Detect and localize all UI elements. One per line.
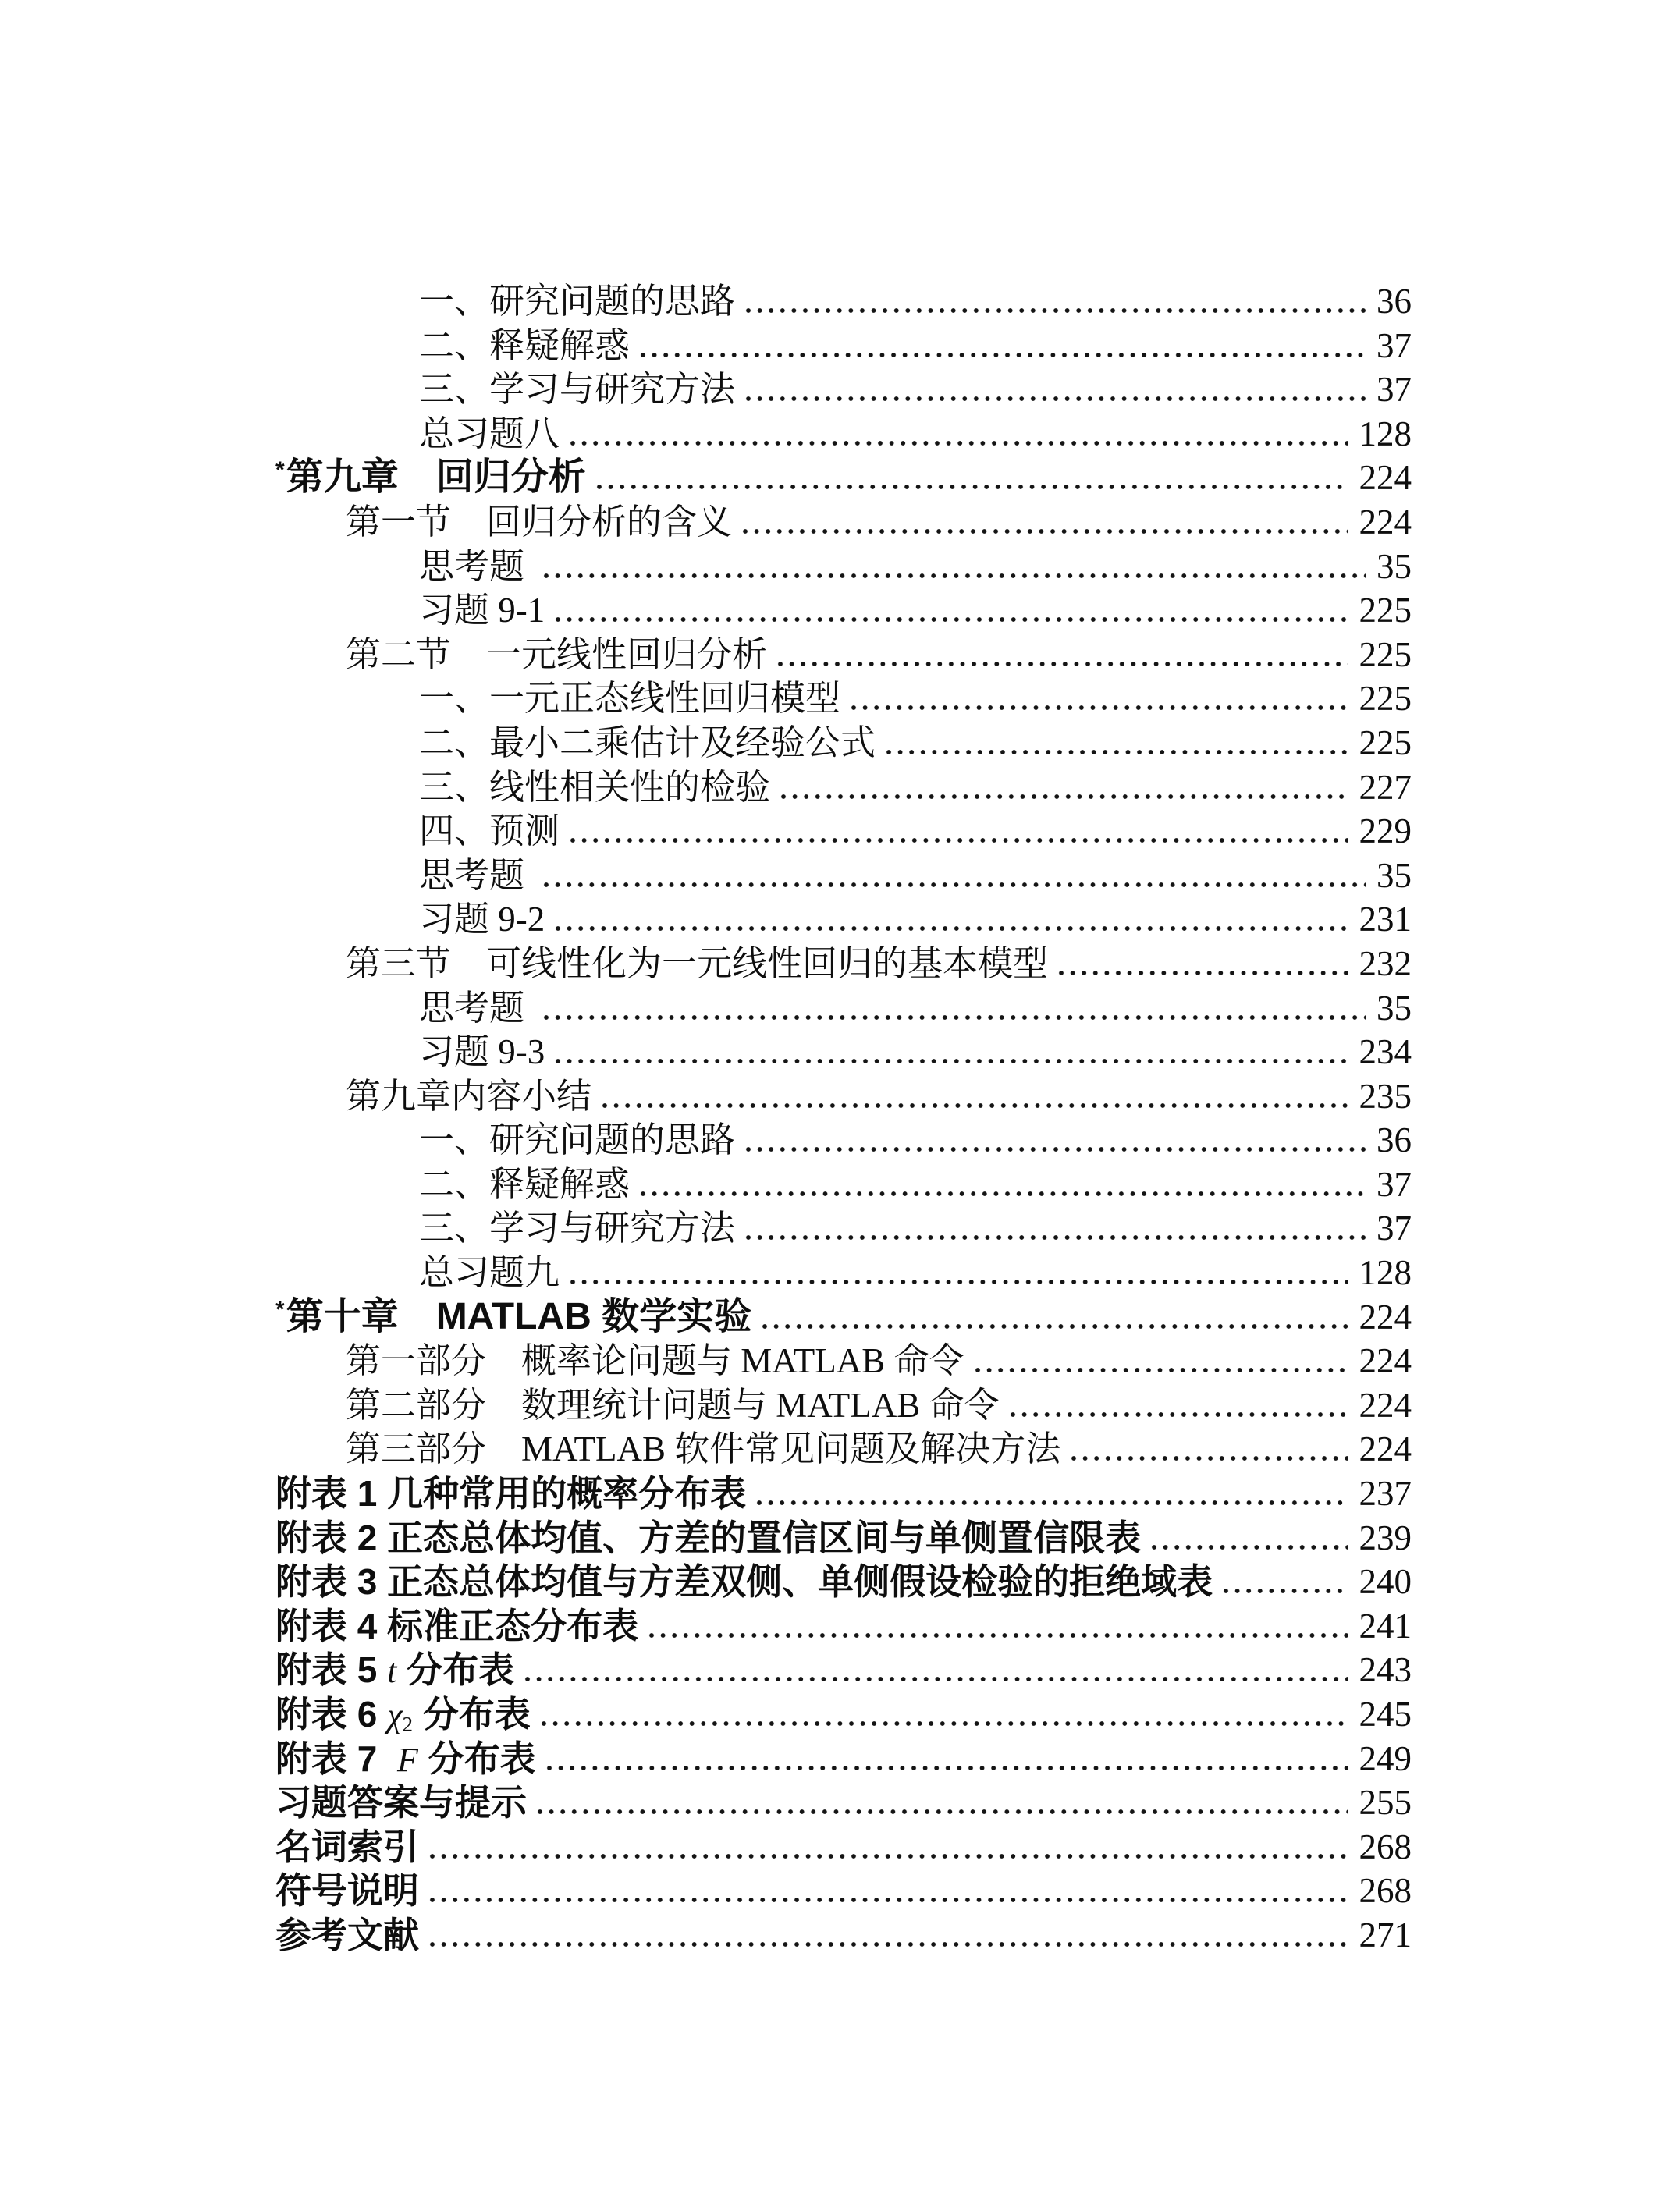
- toc-entry-label: 第三部分 MATLAB 软件常见问题及解决方法: [346, 1429, 1061, 1469]
- toc-entry-label: [275, 1737, 536, 1781]
- toc-entry: [275, 986, 1412, 1031]
- toc-entry: [275, 1030, 1412, 1074]
- toc-entry-page-number: 245: [1359, 1695, 1412, 1734]
- toc-entry: [275, 721, 1412, 765]
- toc-entry: [275, 1648, 1412, 1692]
- toc-entry-label-part: 附表 7: [275, 1738, 397, 1779]
- dot-leader: [552, 1030, 1348, 1074]
- dot-leader: [743, 1206, 1366, 1251]
- dot-leader: [552, 897, 1348, 942]
- dot-leader: [552, 588, 1348, 633]
- dot-leader: [972, 1339, 1348, 1383]
- toc-entry-page-number: 231: [1359, 900, 1412, 939]
- toc-entry-page-number: 237: [1359, 1474, 1412, 1514]
- chapter-star-marker: *: [275, 1296, 285, 1323]
- toc-entry-label: 思考题: [419, 855, 534, 895]
- toc-entry-page-number: 243: [1359, 1650, 1412, 1690]
- dot-leader: [743, 1118, 1366, 1163]
- dot-leader: [775, 633, 1348, 677]
- toc-entry: [275, 1825, 1412, 1869]
- toc-entry-label: 习题 9-2: [419, 900, 545, 939]
- dot-leader: [541, 986, 1366, 1031]
- toc-entry-page-number: 224: [1359, 1297, 1412, 1337]
- toc-entry: [275, 1206, 1412, 1251]
- toc-entry-label: 总习题九: [419, 1253, 560, 1293]
- toc-entry-page-number: 224: [1359, 502, 1412, 541]
- toc-entry-page-number: 224: [1359, 1429, 1412, 1469]
- toc-entry-label: 三、线性相关性的检验: [419, 767, 771, 807]
- toc-entry-label: 附表 4 标准正态分布表: [275, 1605, 639, 1646]
- dot-leader: [541, 854, 1366, 898]
- toc-entry-label: 习题 9-1: [419, 591, 545, 630]
- chapter-star-marker: *: [275, 457, 285, 484]
- toc-entry-label: 四、预测: [419, 811, 560, 851]
- dot-leader: [646, 1604, 1348, 1649]
- toc-entry-page-number: 224: [1359, 458, 1412, 498]
- dot-leader: [1220, 1560, 1348, 1604]
- toc-entry-page-number: 128: [1359, 414, 1412, 453]
- toc-entry-label: 附表 1 几种常用的概率分布表: [275, 1473, 747, 1514]
- dot-leader: [1149, 1516, 1348, 1560]
- toc-entry: [275, 1604, 1412, 1649]
- toc-entry-page-number: 225: [1359, 591, 1412, 630]
- toc-entry-page-number: 271: [1359, 1915, 1412, 1955]
- toc-entry-label-part: 分布表: [417, 1738, 536, 1779]
- toc-entry-label: 参考文献: [275, 1914, 419, 1955]
- toc-entry-label: 第二节 一元线性回归分析: [346, 634, 768, 674]
- toc-entry: [275, 1560, 1412, 1604]
- toc-entry: [275, 279, 1412, 324]
- toc-entry-label-part: 分布表: [396, 1649, 515, 1691]
- toc-entry: [275, 676, 1412, 721]
- toc-entry: [275, 1427, 1412, 1472]
- toc-entry-label: 二、释疑解惑: [419, 325, 631, 365]
- toc-entry-page-number: 225: [1359, 723, 1412, 762]
- toc-entry-page-number: 224: [1359, 1385, 1412, 1425]
- toc-entry-page-number: 36: [1377, 1120, 1412, 1160]
- toc-entry-page-number: 35: [1377, 855, 1412, 895]
- toc-entry: [275, 500, 1412, 545]
- toc-entry-page-number: 224: [1359, 1341, 1412, 1381]
- toc-entry-page-number: 239: [1359, 1518, 1412, 1557]
- dot-leader: [522, 1648, 1348, 1692]
- toc-entry: [275, 367, 1412, 412]
- dot-leader: [535, 1781, 1348, 1825]
- toc-entry-label: 一、一元正态线性回归模型: [419, 679, 841, 719]
- dot-leader: [1068, 1427, 1348, 1472]
- toc-entry-label: 第九章 回归分析: [286, 456, 586, 499]
- toc-entry-label: 一、研究问题的思路: [419, 282, 736, 321]
- toc-entry: [275, 1339, 1412, 1383]
- dot-leader: [778, 765, 1348, 810]
- toc-entry-page-number: 232: [1359, 943, 1412, 983]
- dot-leader: [743, 279, 1366, 324]
- toc-entry: [275, 1781, 1412, 1825]
- toc-entry: [275, 324, 1412, 368]
- toc-entry: [275, 545, 1412, 589]
- math-symbol: t: [387, 1652, 397, 1691]
- dot-leader: [567, 809, 1348, 854]
- toc-entry: [275, 809, 1412, 854]
- toc-entry: [275, 942, 1412, 986]
- dot-leader: [594, 456, 1348, 500]
- toc-entry: [275, 1516, 1412, 1560]
- toc-entry: [275, 765, 1412, 810]
- math-superscript: 2: [402, 1713, 414, 1736]
- toc-entry-label-part: 附表 6: [275, 1694, 388, 1734]
- toc-entry-page-number: 227: [1359, 767, 1412, 807]
- dot-leader: [1007, 1383, 1348, 1428]
- dot-leader: [759, 1295, 1348, 1340]
- toc-entry: [275, 412, 1412, 456]
- dot-leader: [567, 412, 1348, 456]
- toc-entry: [275, 1692, 1412, 1737]
- toc-entry-page-number: 225: [1359, 679, 1412, 719]
- toc-entry: [275, 1163, 1412, 1207]
- toc-entry: [275, 1472, 1412, 1516]
- toc-entry-label: 总习题八: [419, 414, 560, 453]
- toc-entry-page-number: 249: [1359, 1738, 1412, 1778]
- toc-entry: [275, 897, 1412, 942]
- toc-entry-page-number: 255: [1359, 1783, 1412, 1823]
- toc-entry-page-number: 234: [1359, 1032, 1412, 1072]
- dot-leader: [427, 1869, 1348, 1913]
- toc-entry: [275, 1913, 1412, 1958]
- toc-entry: [275, 456, 1412, 500]
- toc-entry-label-part: 分布表: [413, 1694, 531, 1734]
- toc-entry-page-number: 35: [1377, 546, 1412, 586]
- toc-entry-page-number: 268: [1359, 1871, 1412, 1911]
- toc-entry: [275, 633, 1412, 677]
- toc-entry: [275, 1737, 1412, 1781]
- toc-entry-page-number: 268: [1359, 1827, 1412, 1866]
- toc-entry-label: 三、学习与研究方法: [419, 1209, 736, 1248]
- toc-entry-label: 一、研究问题的思路: [419, 1120, 736, 1160]
- toc-entry: [275, 1118, 1412, 1163]
- dot-leader: [427, 1825, 1348, 1869]
- toc-entry: [275, 1074, 1412, 1119]
- table-of-contents: [275, 279, 1412, 1958]
- toc-entry-label: 思考题: [419, 546, 534, 586]
- dot-leader: [743, 367, 1366, 412]
- toc-entry-label: 第九章内容小结: [346, 1076, 592, 1116]
- dot-leader: [754, 1472, 1348, 1516]
- toc-entry: [275, 1383, 1412, 1428]
- toc-entry-label: 附表 2 正态总体均值、方差的置信区间与单侧置信限表: [275, 1517, 1142, 1558]
- dot-leader: [638, 324, 1366, 368]
- dot-leader: [638, 1163, 1366, 1207]
- toc-entry-label-part: 附表 5: [275, 1649, 388, 1691]
- toc-entry: [275, 588, 1412, 633]
- toc-entry-label: [275, 1692, 531, 1737]
- toc-entry-label: 第二部分 数理统计问题与 MATLAB 命令: [346, 1385, 1000, 1425]
- toc-entry-page-number: 128: [1359, 1253, 1412, 1293]
- math-symbol: χ: [387, 1696, 403, 1734]
- toc-entry-label: 第十章 MATLAB 数学实验: [286, 1295, 752, 1337]
- toc-entry-label: 第一节 回归分析的含义: [346, 502, 733, 541]
- toc-entry: [275, 1251, 1412, 1295]
- math-symbol: F: [396, 1740, 418, 1779]
- toc-entry-page-number: 37: [1377, 325, 1412, 365]
- dot-leader: [740, 500, 1348, 545]
- toc-entry-label: [275, 1648, 514, 1692]
- toc-entry-page-number: 240: [1359, 1562, 1412, 1602]
- toc-entry-label: 第一部分 概率论问题与 MATLAB 命令: [346, 1341, 964, 1381]
- toc-entry-label: 二、最小二乘估计及经验公式: [419, 723, 876, 762]
- toc-entry-label: 思考题: [419, 988, 534, 1028]
- toc-entry-page-number: 36: [1377, 282, 1412, 321]
- toc-entry-label: 三、学习与研究方法: [419, 370, 736, 410]
- toc-entry-label: 习题答案与提示: [275, 1782, 527, 1823]
- dot-leader: [883, 721, 1348, 765]
- toc-entry-label: 习题 9-3: [419, 1032, 545, 1072]
- dot-leader: [848, 676, 1348, 721]
- toc-entry-label: 第三节 可线性化为一元线性回归的基本模型: [346, 943, 1049, 983]
- toc-entry-label: 二、释疑解惑: [419, 1164, 631, 1204]
- toc-entry-page-number: 37: [1377, 1164, 1412, 1204]
- toc-entry-label: 符号说明: [275, 1870, 419, 1912]
- toc-entry-label: 附表 3 正态总体均值与方差双侧、单侧假设检验的拒绝域表: [275, 1561, 1213, 1603]
- dot-leader: [1056, 942, 1348, 986]
- toc-entry: [275, 1869, 1412, 1913]
- dot-leader: [427, 1913, 1348, 1958]
- toc-entry-page-number: 235: [1359, 1076, 1412, 1116]
- dot-leader: [541, 545, 1366, 589]
- toc-entry-page-number: 37: [1377, 1209, 1412, 1248]
- dot-leader: [538, 1692, 1348, 1737]
- toc-entry-page-number: 37: [1377, 370, 1412, 410]
- toc-entry-page-number: 241: [1359, 1606, 1412, 1646]
- dot-leader: [567, 1251, 1348, 1295]
- toc-entry: [275, 854, 1412, 898]
- toc-entry-page-number: 229: [1359, 811, 1412, 851]
- dot-leader: [599, 1074, 1348, 1119]
- toc-entry: [275, 1295, 1412, 1340]
- toc-entry-label: 名词索引: [275, 1826, 419, 1867]
- dot-leader: [544, 1737, 1348, 1781]
- toc-entry-page-number: 35: [1377, 988, 1412, 1028]
- toc-entry-page-number: 225: [1359, 634, 1412, 674]
